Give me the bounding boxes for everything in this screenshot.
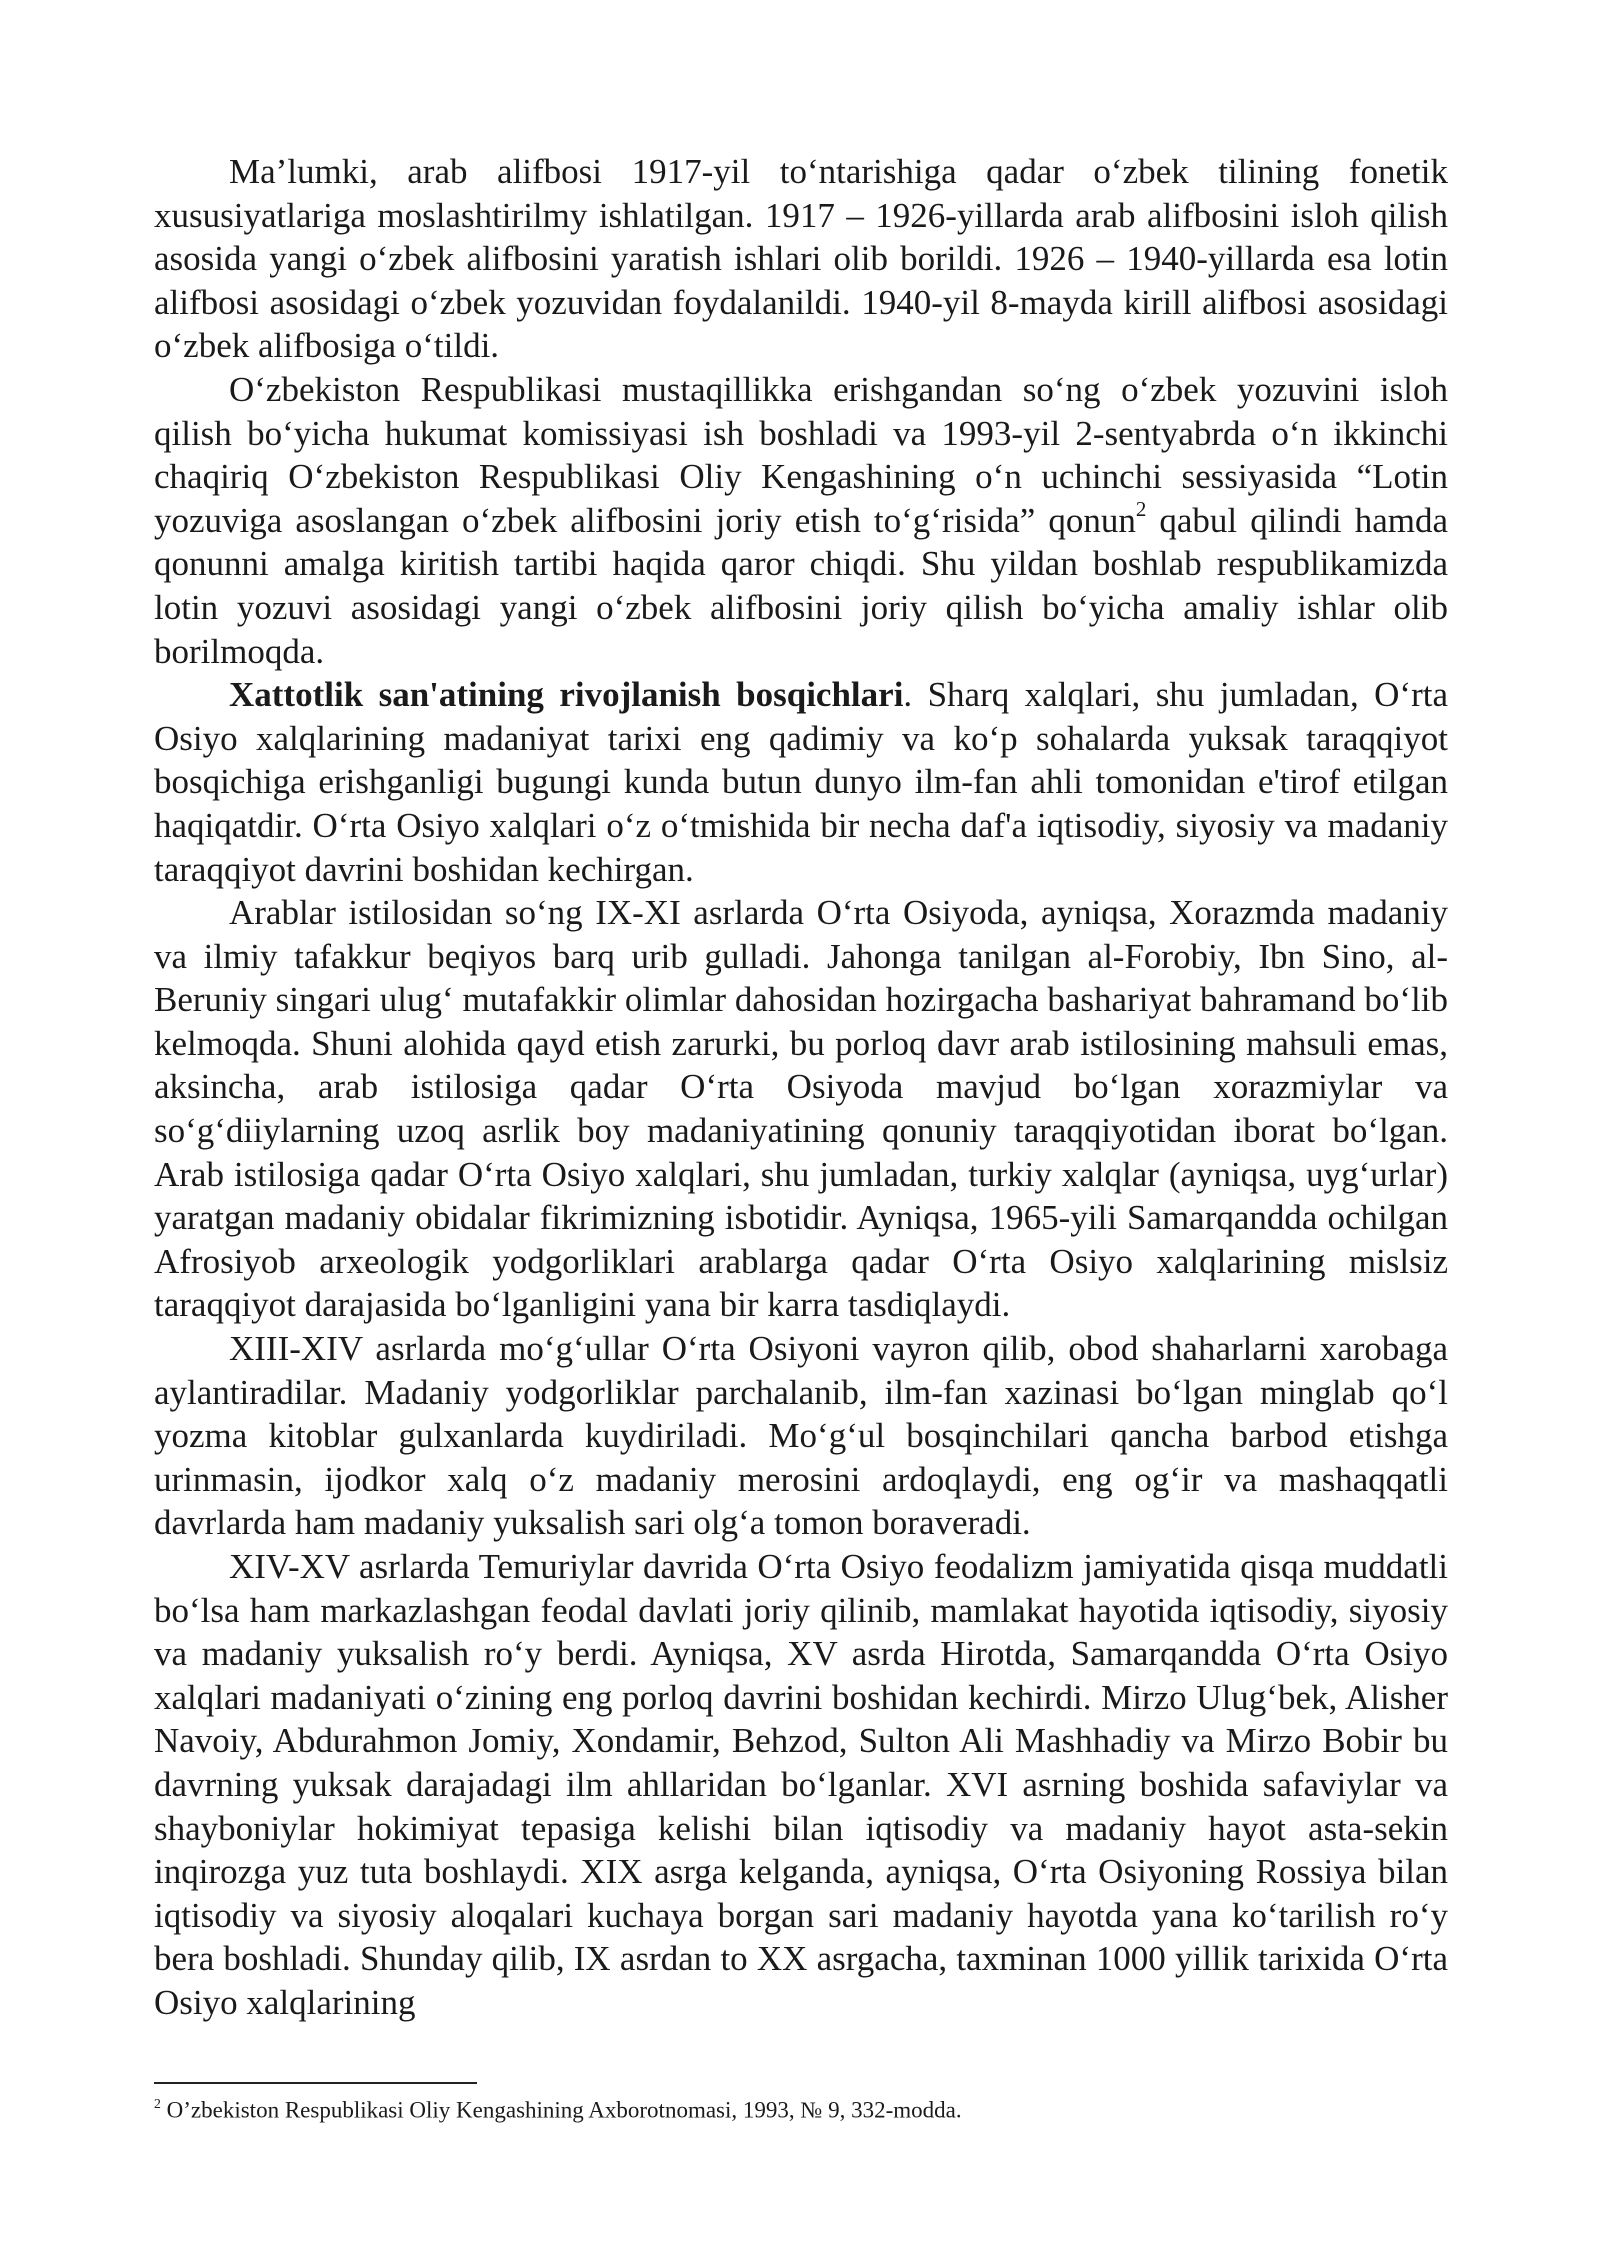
footnote: [154, 2090, 1448, 2126]
paragraph-text: . Sharq xalqlari, shu jumladan, O‘rta Osiyo xalqlarining madaniyat tarixi eng qadimiy va ko‘p sohalarda yuksak taraqqiyot bosqichiga erishganligi bugungi kunda butun dunyo ilm-fan ahli tomonidan e'tirof etilgan haqiqatdir. O‘rta Osiyo xalqlari o‘z o‘tmishida bir necha daf'a iqtisodiy, siyosiy va madaniy taraqqiyot davrini boshidan kechirgan.: [154, 675, 1449, 889]
section-heading: Xattotlik san'atining rivojlanish bosqichlari: [229, 675, 904, 715]
paragraph-independence-reform: [154, 368, 1448, 673]
paragraph-timurid-period: [154, 1545, 1448, 2025]
footnote-marker: 2: [154, 2095, 161, 2111]
paragraph-text: Ma’lumki, arab alifbosi 1917-yil to‘ntarishiga qadar o‘zbek tilining fonetik xususiyatlariga moslashtirilmy ishlatilgan. 1917 – 1926-yillarda arab alifbosini isloh qilish asosida yangi o‘zbek alifbosini yaratish ishlari olib borildi. 1926 – 1940-yillarda esa lotin alifbosi asosidagi o‘zbek yozuvidan foydalanildi. 1940-yil 8-mayda kirill alifbosi asosidagi o‘zbek alifbosiga o‘tildi.: [154, 152, 1448, 366]
footnote-reference[interactable]: 2: [1135, 496, 1147, 521]
paragraph-text: XIII-XIV asrlarda mo‘g‘ullar O‘rta Osiyoni vayron qilib, obod shaharlarni xarobaga aylantiradilar. Madaniy yodgorliklar parchalanib, ilm-fan xazinasi bo‘lgan minglab qo‘l yozma kitoblar gulxanlarda kuydiriladi. Mo‘g‘ul bosqinchilari qancha barbod etishga urinmasin, ijodkor xalq o‘z madaniy merosini ardoqlaydi, eng og‘ir va mashaqqatli davrlarda ham madaniy yuksalish sari olg‘a tomon boraveradi.: [154, 1329, 1448, 1543]
paragraph-arab-conquest: [154, 891, 1448, 1327]
paragraph-mongol-period: [154, 1327, 1448, 1545]
paragraph-text-continued: qabul qilindi hamda qonunni amalga kiritish tartibi haqida qaror chiqdi. Shu yildan boshlab respublikamizda lotin yozuvi asosidagi yangi o‘zbek alifbosini joriy qilish bo‘yicha amaliy ishlar olib borilmoqda.: [154, 500, 1448, 671]
paragraph-alphabet-history: [154, 150, 1448, 368]
body-text: [154, 150, 1448, 2025]
footnote-text: O’zbekiston Respublikasi Oliy Kengashining Axborotnomasi, 1993, № 9, 332-modda.: [160, 2097, 962, 2123]
paragraph-text: XIV-XV asrlarda Temuriylar davrida O‘rta Osiyo feodalizm jamiyatida qisqa muddatli bo‘lsa ham markazlashgan feodal davlati joriy qilinib, mamlakat hayotida iqtisodiy, siyosiy va madaniy yuksalish ro‘y berdi. Ayniqsa, XV asrda Hirotda, Samarqandda O‘rta Osiyo xalqlari madaniyati o‘zining eng porloq davrini boshidan kechirdi. Mirzo Ulug‘bek, Alisher Navoiy, Abdurahmon Jomiy, Xondamir, Behzod, Sulton Ali Mashhadiy va Mirzo Bobir bu davrning yuksak darajadagi ilm ahllaridan bo‘lganlar. XVI asrning boshida safaviylar va shayboniylar hokimiyat tepasiga kelishi bilan iqtisodiy va madaniy hayot asta-sekin inqirozga yuz tuta boshlaydi. XIX asrga kelganda, ayniqsa, O‘rta Osiyoning Rossiya bilan iqtisodiy va siyosiy aloqalari kuchaya borgan sari madaniy hayotda yana ko‘tarilish ro‘y bera boshladi. Shunday qilib, IX asrdan to XX asrgacha, taxminan 1000 yillik tarixida O‘rta Osiyo xalqlarining: [154, 1547, 1448, 2022]
paragraph-calligraphy-stages: [154, 673, 1448, 891]
footnote-separator: [154, 2082, 477, 2084]
paragraph-text: Arablar istilosidan so‘ng IX-XI asrlarda O‘rta Osiyoda, ayniqsa, Xorazmda madaniy va ilmiy tafakkur beqiyos barq urib gulladi. Jahonga tanilgan al-Forobiy, Ibn Sino, al-Beruniy singari ulug‘ mutafakkir olimlar dahosidan hozirgacha bashariyat bahramand bo‘lib kelmoqda. Shuni alohida qayd etish zarurki, bu porloq davr arab istilosining mahsuli emas, aksincha, arab istilosiga qadar O‘rta Osiyoda mavjud bo‘lgan xorazmiylar va so‘g‘diiylarning uzoq asrlik boy madaniyatining qonuniy taraqqiyotidan iborat bo‘lgan. Arab istilosiga qadar O‘rta Osiyo xalqlari, shu jumladan, turkiy xalqlar (ayniqsa, uyg‘urlar) yaratgan madaniy obidalar fikrimizning isbotidir. Ayniqsa, 1965-yili Samarqandda ochilgan Afrosiyob arxeologik yodgorliklari arablarga qadar O‘rta Osiyo xalqlarining mislsiz taraqqiyot darajasida bo‘lganligini yana bir karra tasdiqlaydi.: [154, 893, 1448, 1325]
paragraph-text: O‘zbekiston Respublikasi mustaqillikka erishgandan so‘ng o‘zbek yozuvini isloh qilish bo‘yicha hukumat komissiyasi ish boshladi va 1993-yil 2-sentyabrda o‘n ikkinchi chaqiriq O‘zbekiston Respublikasi Oliy Kengashining o‘n uchinchi sessiyasida “Lotin yozuviga asoslangan o‘zbek alifbosini joriy etish to‘g‘risida” qonun: [154, 369, 1448, 540]
